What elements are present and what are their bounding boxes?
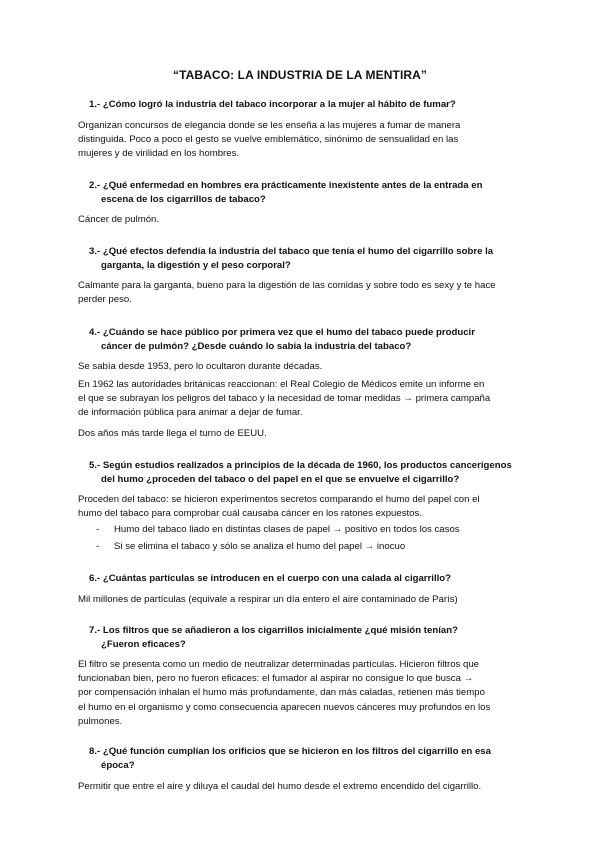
list-item [96, 523, 516, 537]
list-item-text: Si se elimina el tabaco y sólo se analiza el humo del papel → inocuo [114, 541, 406, 552]
answer-6-line-1: Mil millones de partículas (equivale a respirar un día entero el aire contaminado de París) [78, 594, 458, 605]
answer-3-line-2: perder peso. [78, 294, 132, 306]
answer-5 [78, 493, 480, 521]
question-1-line-1: 1.- ¿Cómo logró la industria del tabaco incorporar a la mujer al hábito de fumar? [89, 99, 456, 110]
answer-4-paragraph-2 [78, 378, 490, 421]
list-item-text: Humo del tabaco liado en distintas clases de papel → positivo en todos los casos [114, 524, 460, 535]
answer-4-p2-line-3: de información pública para animar a dejar de fumar. [78, 407, 303, 419]
question-2-line-1: 2.- ¿Qué enfermedad en hombres era prácticamente inexistente antes de la entrada en [89, 180, 483, 191]
answer-8 [78, 780, 481, 794]
question-7-line-2: ¿Fueron eficaces? [101, 639, 186, 650]
answer-7 [78, 658, 490, 729]
answer-8-line-1: Permitir que entre el aire y diluya el caudal del humo desde el extremo encendido del cigarrillo. [78, 781, 482, 792]
answer-2 [78, 213, 159, 227]
answer-1-line-1: Organizan concursos de elegancia donde se les enseña a las mujeres a fumar de manera [78, 120, 461, 131]
answer-6 [78, 593, 458, 607]
list-item [96, 540, 516, 554]
question-5-line-1: 5.- Según estudios realizados a principios de la década de 1960, los productos cancerígenos [89, 460, 512, 471]
question-2-line-2: escena de los cigarrillos de tabaco? [101, 194, 266, 205]
answer-1 [78, 119, 460, 162]
question-8 [89, 745, 491, 773]
answer-4-p3-line-1: Dos años más tarde llega el turno de EEUU. [78, 428, 267, 439]
question-6 [89, 572, 451, 586]
question-3 [89, 245, 493, 273]
answer-4-p2-line-2: el que se subrayan los peligros del tabaco y la necesidad de tomar medidas → primera campaña [78, 393, 491, 405]
page-title: “TABACO: LA INDUSTRIA DE LA MENTIRA” [172, 68, 428, 82]
question-5 [89, 459, 512, 487]
answer-5-line-1: Proceden del tabaco: se hicieron experimentos secretos comparando el humo del papel con el [78, 494, 480, 505]
answer-4-paragraph-3 [78, 427, 267, 441]
question-7-line-1: 7.- Los filtros que se añadieron a los cigarrillos inicialmente ¿qué misión tenían? [89, 625, 458, 636]
question-6-line-1: 6.- ¿Cuántas partículas se introducen en el cuerpo con una calada al cigarrillo? [89, 573, 451, 584]
question-7 [89, 624, 458, 652]
list-bullet: - [96, 524, 100, 535]
answer-2-line-1: Cáncer de pulmón. [78, 214, 160, 225]
question-4 [89, 326, 475, 354]
answer-7-line-2: funcionaban bien, pero no fueron eficaces: el fumador al aspirar no consigue lo que busca → [78, 673, 474, 685]
question-4-line-1: 4.- ¿Cuándo se hace público por primera vez que el humo del tabaco puede producir [89, 327, 475, 338]
answer-7-line-3: por compensación inhalan el humo más profundamente, dan más caladas, retienen más tiempo [78, 687, 485, 699]
question-2 [89, 179, 482, 207]
answer-1-line-2: distinguida. Poco a poco el gesto se vuelve emblemático, sinónimo de sensualidad en las [78, 134, 459, 146]
answer-5-line-2: humo del tabaco para comprobar cuál causaba cáncer en los ratones expuestos. [78, 508, 422, 520]
answer-3 [78, 279, 496, 307]
answer-7-line-4: el humo en el organismo y como consecuencia aparecen nuevos cánceres muy profundos en los [78, 701, 491, 713]
answer-1-line-3: mujeres y de virilidad en los hombres. [78, 148, 240, 160]
question-8-line-2: época? [101, 760, 135, 771]
answer-3-line-1: Calmante para la garganta, bueno para la digestión de las comidas y sobre todo es sexy y te hace [78, 280, 496, 291]
answer-4-p1-line-1: Se sabía desde 1953, pero lo ocultaron durante décadas. [78, 361, 323, 372]
question-5-line-2: del humo ¿proceden del tabaco o del papel en el que se envuelve el cigarrillo? [101, 474, 460, 485]
answer-7-line-5: pulmones. [78, 715, 123, 727]
answer-4-paragraph-1 [78, 360, 322, 374]
question-3-line-1: 3.- ¿Qué efectos defendía la industria del tabaco que tenía el humo del cigarrillo sobre la [89, 246, 494, 257]
answer-4-p2-line-1: En 1962 las autoridades británicas reaccionan: el Real Colegio de Médicos emite un informe en [78, 379, 485, 390]
list-bullet: - [96, 541, 100, 552]
question-3-line-2: garganta, la digestión y el peso corporal? [101, 260, 291, 271]
question-8-line-1: 8.- ¿Qué función cumplían los orificios que se hicieron en los filtros del cigarrillo en esa [89, 746, 491, 757]
question-4-line-2: cáncer de pulmón? ¿Desde cuándo lo sabía la industria del tabaco? [101, 341, 412, 352]
answer-7-line-1: El filtro se presenta como un medio de neutralizar determinadas partículas. Hicieron filtros que [78, 659, 480, 670]
question-1 [89, 98, 456, 112]
